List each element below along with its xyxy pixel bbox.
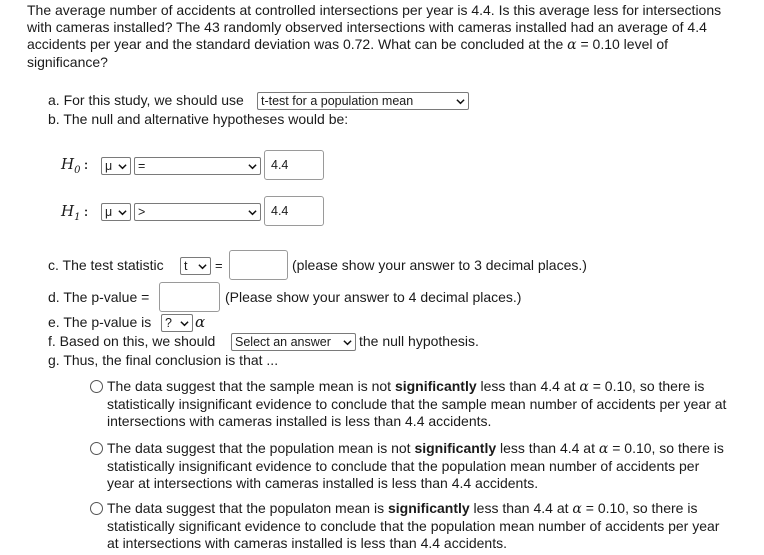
- part-c-hint: (please show your answer to 3 decimal places.): [292, 257, 587, 273]
- test-statistic-input[interactable]: [229, 250, 288, 280]
- alpha-symbol: α: [579, 379, 589, 395]
- radio-button[interactable]: [90, 442, 103, 455]
- h0-parameter-select[interactable]: μ: [101, 157, 131, 175]
- part-e-label: e. The p-value is: [48, 314, 152, 330]
- test-type-select-value: t-test for a population mean: [261, 94, 414, 108]
- chevron-down-icon: [118, 162, 127, 171]
- decision-select[interactable]: Select an answer: [231, 333, 356, 351]
- h1-label: $H_1$ :: [61, 202, 89, 223]
- test-type-select[interactable]: [257, 92, 469, 110]
- problem-text-pre: The average number of accidents at controlled intersections per year is 4.4. Is this average less for intersections with cameras installed? The 43 randomly observed intersections with cameras installed had an average of 4.4 accidents per year and the standard deviation was 0.72. What can be concluded at the: [27, 2, 722, 52]
- chevron-down-icon: [248, 162, 257, 171]
- part-f-label: f. Based on this, we should: [48, 333, 216, 349]
- alpha-symbol: α: [572, 501, 582, 517]
- alpha-symbol: α: [567, 37, 577, 53]
- chevron-down-icon: [343, 338, 352, 347]
- chevron-down-icon: [248, 208, 257, 217]
- p-value-comparison-select[interactable]: ?: [161, 314, 193, 332]
- h0-value-input[interactable]: 4.4: [264, 150, 324, 180]
- part-d-hint: (Please show your answer to 4 decimal places.): [225, 289, 522, 305]
- h1-parameter-select[interactable]: μ: [101, 203, 131, 221]
- conclusion-option[interactable]: The data suggest that the sample mean is not significantly less than 4.4 at α = 0.10, so there is statistically insignificant evidence to conclude that the sample mean number of accidents per year at intersections with cameras installed is less than 4.4 accidents.: [90, 378, 730, 430]
- chevron-down-icon: [180, 319, 189, 328]
- radio-button[interactable]: [90, 502, 103, 515]
- problem-statement: [27, 2, 747, 71]
- part-g-label: g. Thus, the final conclusion is that ...: [48, 352, 279, 368]
- p-value-input[interactable]: [159, 282, 220, 312]
- part-b-label: b. The null and alternative hypotheses would be:: [48, 111, 349, 127]
- conclusion-option[interactable]: The data suggest that the population mean is not significantly less than 4.4 at α = 0.10, so there is statistically insignificant evidence to conclude that the population mean number of accidents per year at intersections with cameras installed is less than 4.4 accidents.: [90, 440, 730, 492]
- part-c-label: c. The test statistic: [48, 257, 164, 273]
- chevron-down-icon: [198, 262, 207, 271]
- h1-operator-select[interactable]: >: [134, 203, 261, 221]
- alpha-symbol: α: [598, 441, 609, 457]
- h0-operator-select[interactable]: =: [134, 157, 261, 175]
- problem-text-post: = 0.10 level of significance?: [27, 36, 669, 70]
- conclusion-option[interactable]: The data suggest that the populaton mean is significantly less than 4.4 at α = 0.10, so there is statistically significant evidence to conclude that the population mean number of accidents per year at intersections with cameras installed is less than 4.4 accidents.: [90, 500, 730, 552]
- h0-label: $H_0$ :: [61, 155, 89, 176]
- chevron-down-icon: [118, 208, 127, 217]
- test-statistic-select[interactable]: t: [180, 257, 211, 275]
- part-d-label: d. The p-value =: [48, 289, 150, 305]
- part-f-suffix: the null hypothesis.: [359, 333, 479, 349]
- alpha-symbol: α: [195, 313, 206, 331]
- chevron-down-icon: [456, 97, 465, 106]
- h1-value-input[interactable]: 4.4: [264, 196, 324, 226]
- equals-sign: =: [215, 258, 223, 273]
- radio-button[interactable]: [90, 380, 103, 393]
- part-a-label: a. For this study, we should use: [48, 92, 244, 108]
